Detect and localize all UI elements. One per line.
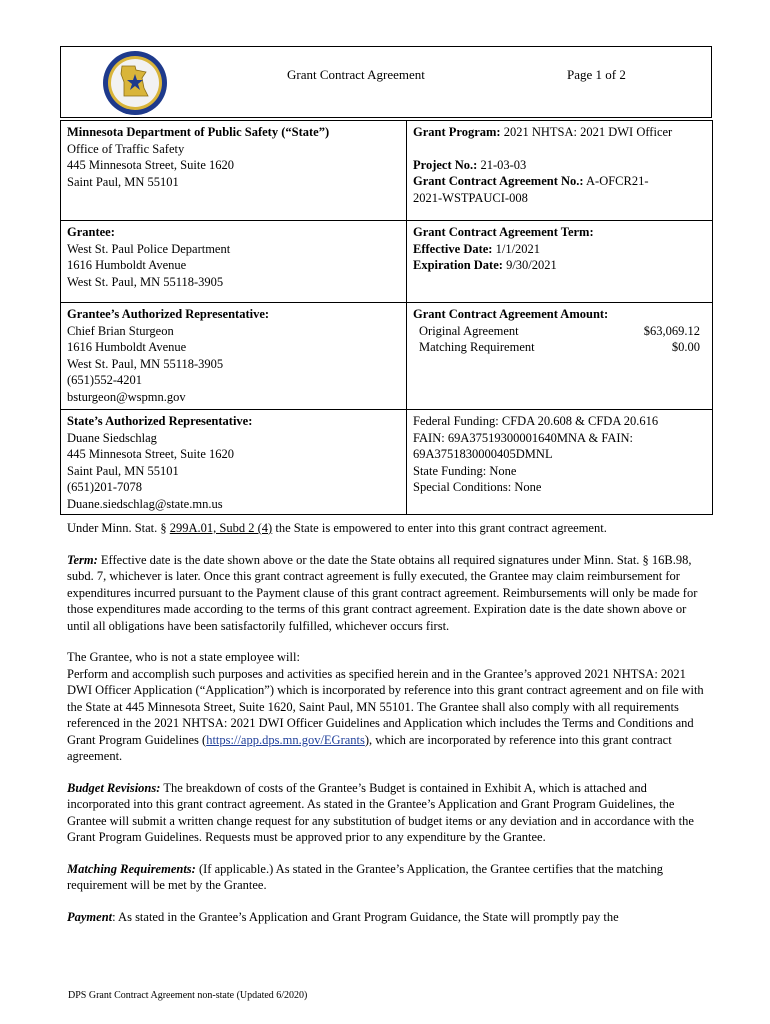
grantee-text-end: ), which are incorporated by reference into this grant contract agreement. bbox=[67, 732, 672, 763]
grantee-obligations-paragraph bbox=[67, 649, 707, 765]
state-rep-city: Saint Paul, MN 55101 bbox=[67, 463, 179, 478]
statute-pre: Under Minn. Stat. § bbox=[67, 521, 170, 535]
project-no-label: Project No.: bbox=[413, 157, 478, 172]
federal-funding: Federal Funding: CFDA 20.608 & CFDA 20.616 bbox=[413, 414, 659, 428]
funding-cell bbox=[407, 410, 713, 515]
contract-info-table bbox=[60, 120, 713, 515]
term-label: Term: bbox=[67, 552, 98, 567]
effective-date-value: 1/1/2021 bbox=[495, 241, 541, 256]
grantee-name: West St. Paul Police Department bbox=[67, 241, 231, 256]
original-agreement-label: Original Agreement bbox=[419, 323, 519, 338]
document-header bbox=[60, 46, 712, 118]
grantee-text: Perform and accomplish such purposes and activities as specified herein and in the Grantee’s approved 2021 NHTSA: 2021 DWI Officer Application (“Application”) which is incorporated by reference into this grant contract agreement and on file with the State at 445 Minnesota Street, Suite 1620, Saint Paul, MN 55101. The Grantee shall also comply with all requirements referenced in the 2021 NHTSA: 2021 DWI Officer Guidelines and Application which includes the Terms and Conditions and Grant Program Guidelines ( bbox=[67, 666, 704, 747]
state-funding: State Funding: None bbox=[413, 463, 517, 478]
state-rep-street: 445 Minnesota Street, Suite 1620 bbox=[67, 447, 234, 461]
grantee-intro: The Grantee, who is not a state employee will: bbox=[67, 650, 300, 664]
agreement-no-value: A-OFCR21- bbox=[586, 174, 649, 188]
state-street: 445 Minnesota Street, Suite 1620 bbox=[67, 158, 234, 172]
matching-paragraph bbox=[67, 861, 707, 894]
matching-requirement-label: Matching Requirement bbox=[419, 340, 535, 354]
grant-program-label: Grant Program: bbox=[413, 125, 501, 139]
grantee-city: West St. Paul, MN 55118-3905 bbox=[67, 274, 224, 289]
header-title: Grant Contract Agreement bbox=[287, 67, 425, 82]
state-info-cell bbox=[61, 121, 407, 221]
term-paragraph bbox=[67, 552, 707, 635]
expiration-date-value: 9/30/2021 bbox=[506, 258, 557, 272]
grantee-rep-email: bsturgeon@wspmn.gov bbox=[67, 389, 186, 404]
agreement-no-continued: 2021-WSTPAUCI-008 bbox=[413, 190, 528, 205]
term-cell bbox=[407, 221, 713, 303]
effective-date-label: Effective Date: bbox=[413, 241, 493, 256]
payment-paragraph bbox=[67, 909, 707, 926]
document-footer: DPS Grant Contract Agreement non-state (Updated 6/2020) bbox=[68, 990, 308, 1001]
agreement-body bbox=[67, 520, 707, 940]
state-rep-phone: (651)201-7078 bbox=[67, 480, 142, 494]
grantee-rep-name: Chief Brian Sturgeon bbox=[67, 323, 174, 338]
egrants-link[interactable]: https://app.dps.mn.gov/EGrants bbox=[206, 732, 365, 747]
minnesota-dps-seal-logo bbox=[102, 50, 168, 116]
grantee-cell bbox=[61, 221, 407, 303]
matching-requirement-value: $0.00 bbox=[671, 340, 700, 354]
matching-label: Matching Requirements: bbox=[67, 861, 196, 876]
statute-post: the State is empowered to enter into this grant contract agreement. bbox=[272, 521, 607, 535]
state-city: Saint Paul, MN 55101 bbox=[67, 174, 179, 189]
expiration-date-label: Expiration Date: bbox=[413, 258, 503, 272]
statute-link[interactable]: 299A.01, Subd 2 (4) bbox=[169, 521, 273, 535]
grantee-heading: Grantee: bbox=[67, 225, 115, 239]
fain-line-2: 69A3751830000405DMNL bbox=[413, 447, 553, 461]
grantee-street: 1616 Humboldt Avenue bbox=[67, 258, 187, 272]
grantee-rep-city: West St. Paul, MN 55118-3905 bbox=[67, 356, 224, 371]
payment-text: : As stated in the Grantee’s Application and Grant Program Guidance, the State will promptly pay the bbox=[112, 909, 619, 924]
original-agreement-value: $63,069.12 bbox=[643, 323, 700, 338]
statute-paragraph bbox=[67, 520, 707, 537]
amount-cell bbox=[407, 303, 713, 410]
project-no-value: 21-03-03 bbox=[480, 157, 527, 172]
term-text: Effective date is the date shown above or the date the State obtains all required signatures under Minn. Stat. § 16B.98, subd. 7, whichever is later. Once this grant contract agreement is fully executed, the Grantee may claim reimbursement for expenditures incurred pursuant to the Payment clause of this grant contract agreement. Reimbursements will only be made for those expenditures made according to the terms of this grant contract agreement. Expiration date is the date shown above or until all obligations have been satisfactorily fulfilled, whichever occurs first. bbox=[67, 552, 698, 633]
budget-paragraph bbox=[67, 780, 707, 846]
page-number: Page 1 of 2 bbox=[567, 67, 626, 82]
payment-label: Payment bbox=[67, 909, 113, 924]
program-info-cell bbox=[407, 121, 713, 221]
state-heading: Minnesota Department of Public Safety (“State”) bbox=[67, 125, 330, 139]
grantee-rep-phone: (651)552-4201 bbox=[67, 373, 142, 387]
special-conditions: Special Conditions: None bbox=[413, 480, 542, 494]
state-rep-email: Duane.siedschlag@state.mn.us bbox=[67, 496, 223, 511]
grantee-rep-heading: Grantee’s Authorized Representative: bbox=[67, 307, 270, 321]
state-rep-heading: State’s Authorized Representative: bbox=[67, 414, 253, 428]
state-rep-name: Duane Siedschlag bbox=[67, 430, 157, 445]
fain-line-1: FAIN: 69A37519300001640MNA & FAIN: bbox=[413, 430, 634, 445]
budget-label: Budget Revisions: bbox=[67, 780, 161, 795]
grantee-rep-street: 1616 Humboldt Avenue bbox=[67, 340, 187, 354]
amount-heading: Grant Contract Agreement Amount: bbox=[413, 307, 609, 321]
grant-program-value: 2021 NHTSA: 2021 DWI Officer bbox=[503, 125, 673, 139]
budget-text: The breakdown of costs of the Grantee’s Budget is contained in Exhibit A, which is attached and incorporated into this grant contract agreement. As stated in the Grantee’s Application and Grant Program Guidelines, the Grantee will submit a written change request for any substitution of budget items or any deviation and in accordance with the Grant Program Guidelines. Requests must be approved prior to any expenditure by the Grantee. bbox=[67, 780, 694, 844]
term-heading: Grant Contract Agreement Term: bbox=[413, 225, 594, 239]
agreement-no-label: Grant Contract Agreement No.: bbox=[413, 174, 584, 188]
grantee-rep-cell bbox=[61, 303, 407, 410]
state-office: Office of Traffic Safety bbox=[67, 141, 185, 156]
state-rep-cell bbox=[61, 410, 407, 515]
matching-text: (If applicable.) As stated in the Grantee’s Application, the Grantee certifies that the matching requirement will be met by the Grantee. bbox=[67, 861, 664, 892]
